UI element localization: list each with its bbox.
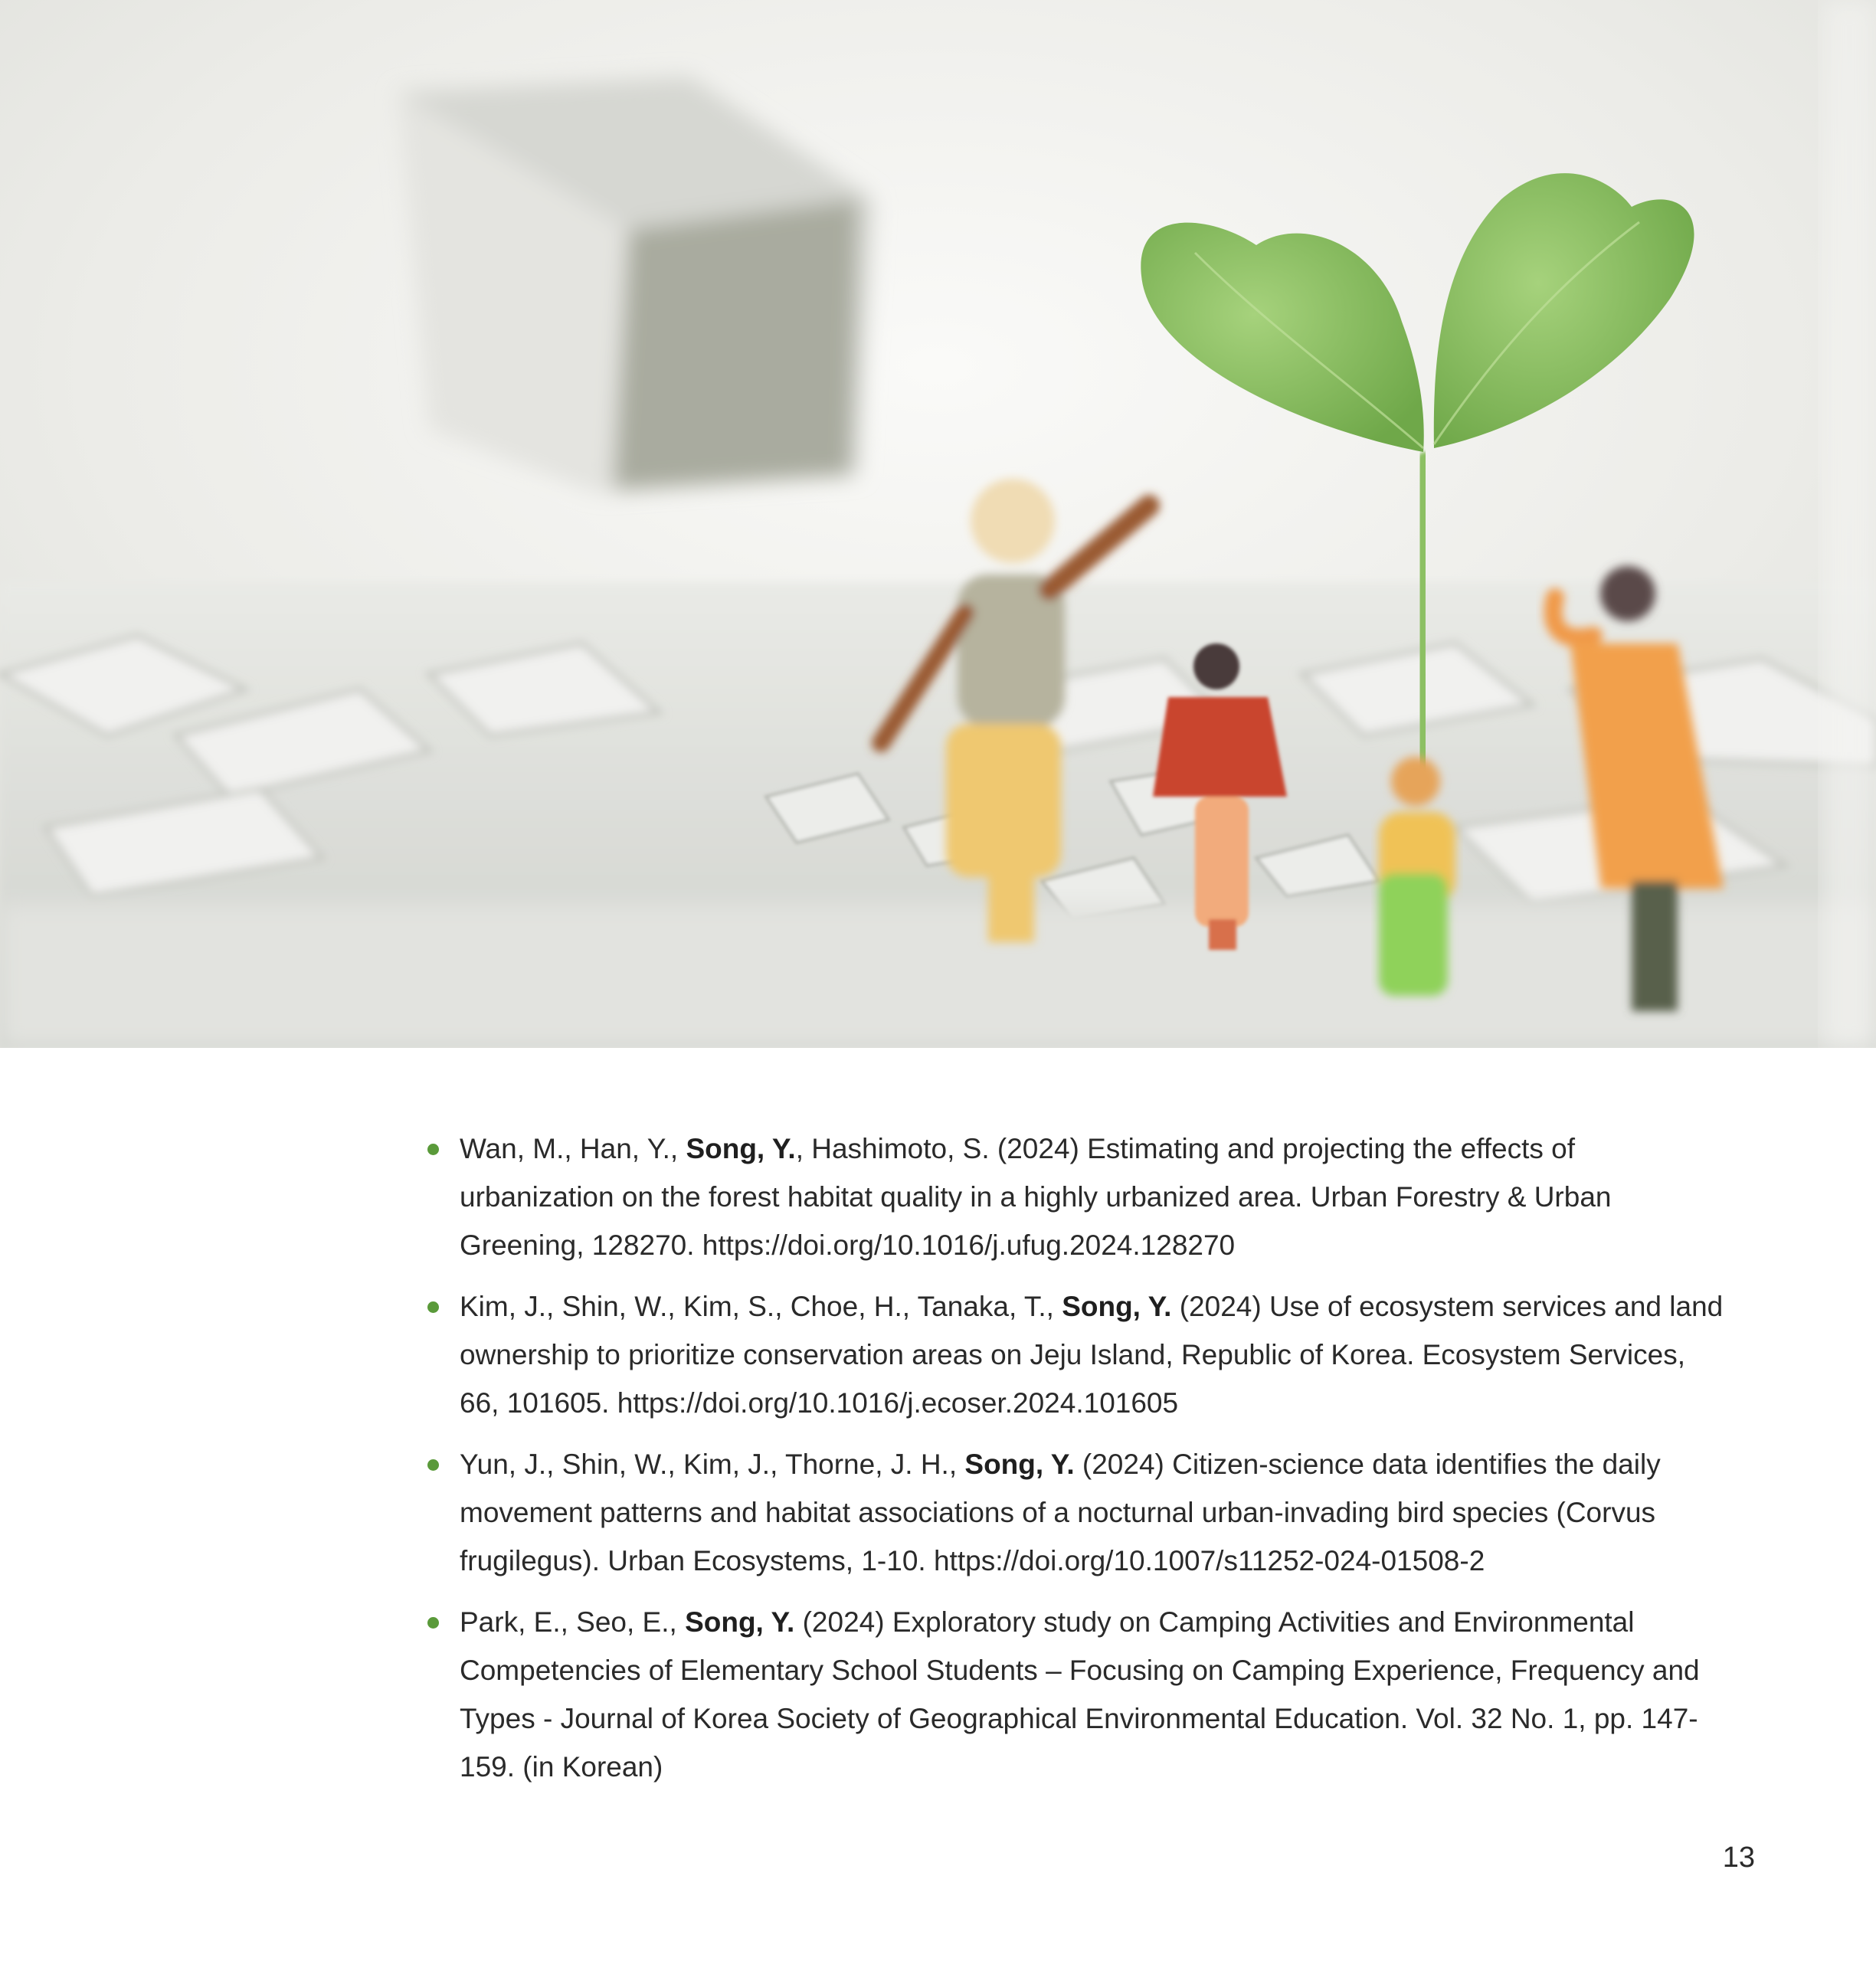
reference-item [423,1598,1725,1791]
reference-item [423,1282,1725,1427]
bullet-dot [427,1617,439,1629]
reference-item [423,1125,1725,1269]
reference-authors: Yun, J., Shin, W., Kim, J., Thorne, J. H., [460,1449,965,1480]
reference-highlight-author: Song, Y. [1062,1291,1172,1322]
reference-highlight-author: Song, Y. [964,1449,1075,1480]
reference-list [423,1125,1725,1804]
reference-highlight-author: Song, Y. [686,1133,796,1164]
reference-body: (2024) Citizen-science data identifies the daily movement patterns and habitat associations of a nocturnal urban-invading bird species (Corvus frugilegus). Urban Ecosystems, 1-10. https://doi.org/10.1007/s11252-024-01508-2 [460,1449,1661,1576]
reference-body: (2024) Exploratory study on Camping Activities and Environmental Competencies of Elementary School Students – Focusing on Camping Experience, Frequency and Types - Journal of Korea Society of Geographical Environmental Education. Vol. 32 No. 1, pp. 147-159. (in Korean) [460,1606,1700,1783]
bullet-dot [427,1301,439,1313]
bullet-dot [427,1144,439,1155]
reference-highlight-author: Song, Y. [685,1606,795,1638]
reference-authors: Park, E., Seo, E., [460,1606,686,1638]
reference-authors: Kim, J., Shin, W., Kim, S., Choe, H., Tanaka, T., [460,1291,1062,1322]
reference-body: (2024) Use of ecosystem services and land ownership to prioritize conservation areas on Jeju Island, Republic of Korea. Ecosystem Services, 66, 101605. https://doi.org/10.1016/j.ecoser.2024.101605 [460,1291,1724,1419]
bullet-dot [427,1459,439,1471]
reference-body: , Hashimoto, S. (2024) Estimating and projecting the effects of urbanization on the forest habitat quality in a highly urbanized area. Urban Forestry & Urban Greening, 128270. https://doi.org/10.1016/j.ufug.2024.128270 [460,1133,1612,1261]
reference-item [423,1440,1725,1585]
reference-authors: Wan, M., Han, Y., [460,1133,686,1164]
page-number: 13 [1722,1842,1755,1874]
